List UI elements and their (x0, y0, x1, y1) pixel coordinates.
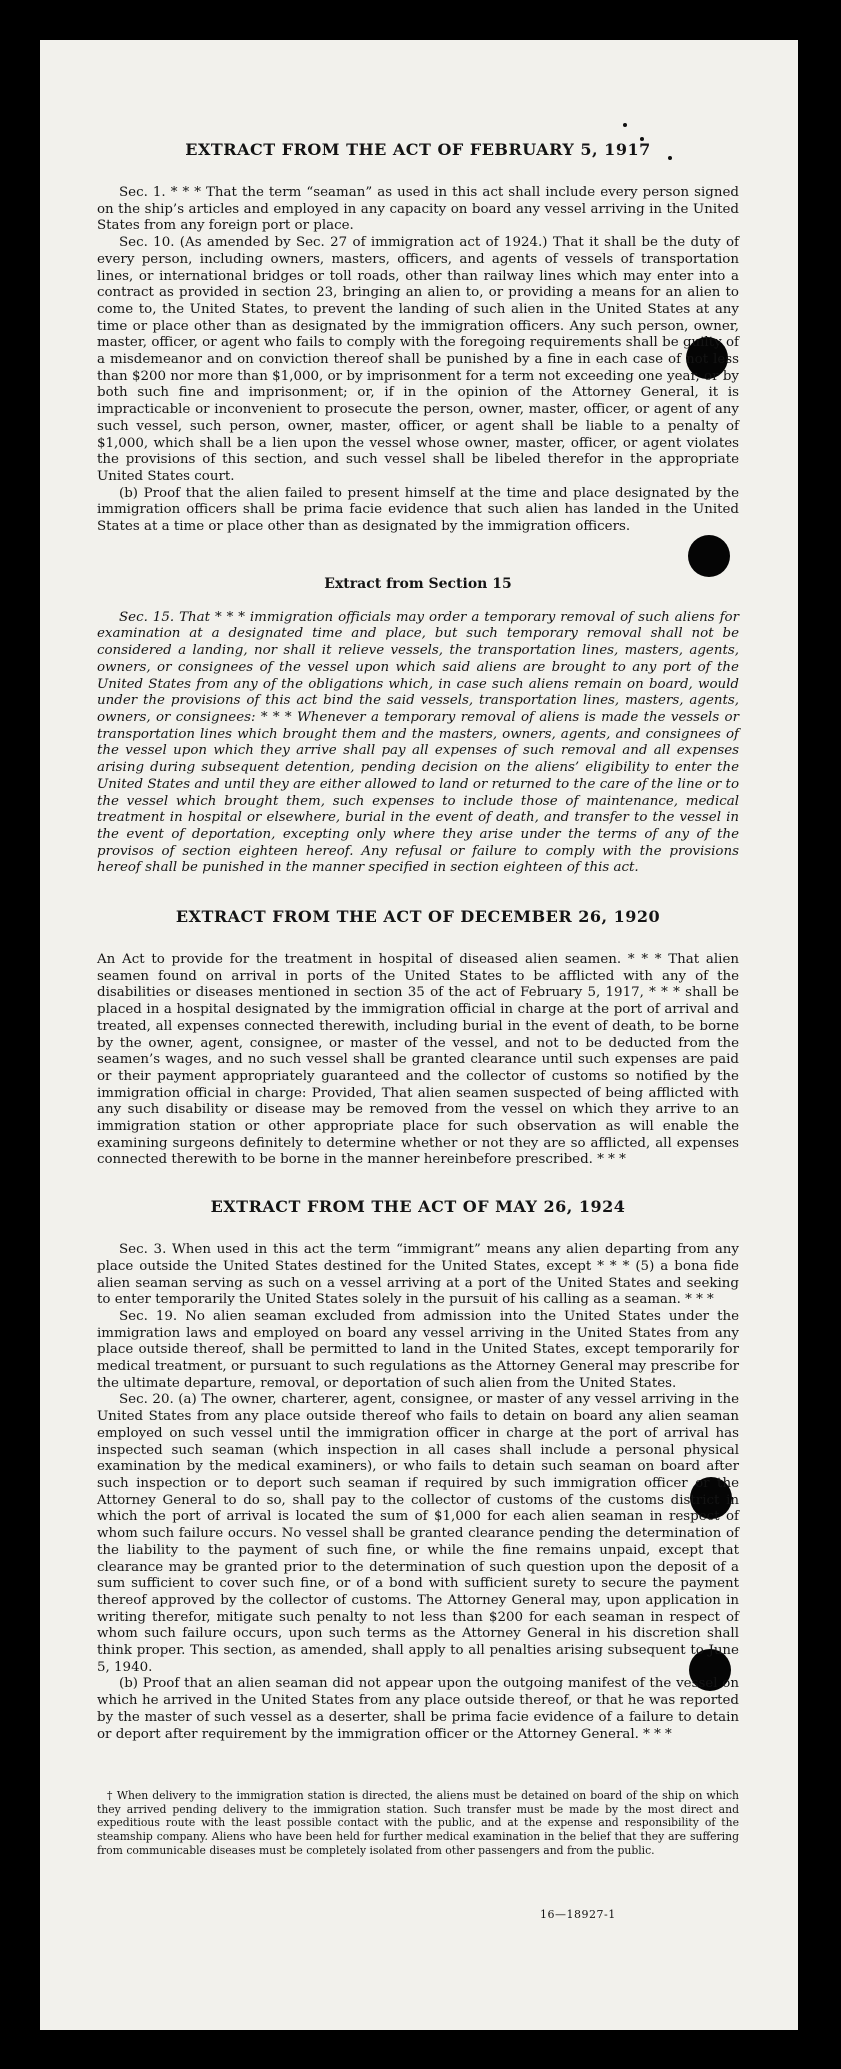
paragraph: Sec. 10. (As amended by Sec. 27 of immigration act of 1924.) That it shall be the duty of every person, including owners, masters, officers, and agents of vessels of transportation lines, or international bridges or toll roads, other than railway lines which may enter into a contract as provided in section 23, bringing an alien to, or providing a means for an alien to come to, the United States, to prevent the landing of such alien in the United States at any time or place other than as designated by the immigration officers. Any such person, owner, master, officer, or agent who fails to comply with the foregoing requirements shall be guilty of a misdemeanor and on conviction thereof shall be punished by a fine in each case of not less than $200 nor more than $1,000, or by imprisonment for a term not exceeding one year, or by both such fine and imprisonment; or, if in the opinion of the Attorney General, it is impracticable or inconvenient to prosecute the person, owner, master, officer, or agent of any such vessel, such person, owner, master, officer, or agent shall be liable to a penalty of $1,000, which shall be a lien upon the vessel whose owner, master, officer, or agent violates the provisions of this section, and such vessel shall be libeled therefor in the appropriate United States court. (97, 235, 739, 484)
paragraph: (b) Proof that an alien seaman did not appear upon the outgoing manifest of the vessel on which he arrived in the United States from any place outside thereof, or that he was reported by the master of such vessel as a deserter, shall be prima facie evidence of a failure to detain or deport after requirement by the immigration officer or the Attorney General. * * * (97, 1676, 739, 1742)
paragraph: Sec. 20. (a) The owner, charterer, agent, consignee, or master of any vessel arriving in the United States from any place outside thereof who fails to detain on board any alien seaman employed on such vessel until the immigration officer in charge at the port of arrival has inspected such seaman (which inspection in all cases shall include a personal physical examination by the medical examiners), or who fails to detain such seaman on board after such inspection or to deport such seaman if required by such immigration officer or the Attorney General to do so, shall pay to the collector of customs of the customs district in which the port of arrival is located the sum of $1,000 for each alien seaman in respect of whom such failure occurs. No vessel shall be granted clearance pending the determination of the liability to the payment of such fine, or while the fine remains unpaid, except that clearance may be granted prior to the determination of such question upon the deposit of a sum sufficient to cover such fine, or of a bond with sufficient surety to secure the payment thereof approved by the collector of customs. The Attorney General may, upon application in writing therefor, mitigate such penalty to not less than $200 for each seaman in respect of whom such failure occurs, upon such terms as the Attorney General in his discretion shall think proper. This section, as amended, shall apply to all penalties arising subsequent to June 5, 1940. (97, 1392, 739, 1675)
document-number: 16—18927-1 (540, 1908, 616, 1921)
paragraph: An Act to provide for the treatment in hospital of diseased alien seamen. * * * That alien seamen found on arrival in ports of the United States to be afflicted with any of the disabilities or diseases mentioned in section 35 of the act of February 5, 1917, * * * shall be placed in a hospital designated by the immigration official in charge at the port of arrival and treated, all expenses connected therewith, including burial in the event of death, to be borne by the owner, agent, consignee, or master of the vessel, and not to be deducted from the seamen’s wages, and no such vessel shall be granted clearance until such expenses are paid or their payment appropriately guaranteed and the collector of customs so notified by the immigration official in charge: Provided, That alien seamen suspected of being afflicted with any such disability or disease may be removed from the vessel on which they arrive to an immigration station or other appropriate place for such observation as will enable the examining surgeons definitely to determine whether or not they are so afflicted, all expenses connected therewith to be borne in the manner hereinbefore prescribed. * * * (97, 952, 739, 1168)
document-body (97, 140, 739, 1857)
footnote: † When delivery to the immigration station is directed, the aliens must be detained on board of the ship on which they arrived pending delivery to the immigration station. Such transfer must be made by the most direct and expeditious route with the least possible contact with the public, and at the expense and responsibility of the steamship company. Aliens who have been held for further medical examination in the belief that they are suffering from communicable diseases must be completely isolated from other passengers and from the public. (97, 1789, 739, 1857)
paragraph: (b) Proof that the alien failed to present himself at the time and place designated by the immigration officers shall be prima facie evidence that such alien has landed in the United States at a time or place other than as designated by the immigration officers. (97, 485, 739, 535)
section-heading: EXTRACT FROM THE ACT OF MAY 26, 1924 (210, 1197, 626, 1217)
section-heading: EXTRACT FROM THE ACT OF DECEMBER 26, 1920 (175, 907, 661, 927)
speck-mark (623, 123, 627, 127)
paragraph: Sec. 1. * * * That the term “seaman” as used in this act shall include every person signed on the ship’s articles and employed in any capacity on board any vessel arriving in the United States from any foreign port or place. (97, 185, 739, 234)
paragraph: Sec. 3. When used in this act the term “immigrant” means any alien departing from any place outside the United States destined for the United States, except * * * (5) a bona fide alien seaman serving as such on a vessel arriving at a port of the United States and seeking to enter temporarily the United States solely in the pursuit of his calling as a seaman. * * * (97, 1242, 739, 1308)
section-heading: EXTRACT FROM THE ACT OF FEBRUARY 5, 1917 (185, 140, 651, 159)
section-heading: Extract from Section 15 (324, 575, 512, 592)
paragraph: Sec. 15. That * * * immigration officials may order a temporary removal of such aliens for examination at a designated time and place, but such temporary removal shall not be considered a landing, nor shall it relieve vessels, the transportation lines, masters, agents, owners, or consignees of the vessel upon which said aliens are brought to any port of the United States from any of the obligations which, in case such aliens remain on board, would under the provisions of this act bind the said vessels, transportation lines, masters, agents, owners, or consignees: * * * Whenever a temporary removal of aliens is made the vessels or transportation lines which brought them and the masters, owners, agents, and consignees of the vessel upon which they arrive shall pay all expenses of such removal and all expenses arising during subsequent detention, pending decision on the aliens’ eligibility to enter the United States and until they are either allowed to land or returned to the care of the line or to the vessel which brought them, such expenses to include those of maintenance, medical treatment in hospital or elsewhere, burial in the event of death, and transfer to the vessel in the event of deportation, excepting only where they arise under the terms of any of the provisos of section eighteen hereof. Any refusal or failure to comply with the provisions hereof shall be punished in the manner specified in section eighteen of this act. (97, 609, 739, 876)
paragraph: Sec. 19. No alien seaman excluded from admission into the United States under the immigration laws and employed on board any vessel arriving in the United States from any place outside thereof, shall be permitted to land in the United States, except temporarily for medical treatment, or pursuant to such regulations as the Attorney General may prescribe for the ultimate departure, removal, or deportation of such alien from the United States. (97, 1308, 739, 1391)
scanned-page (40, 40, 798, 2030)
